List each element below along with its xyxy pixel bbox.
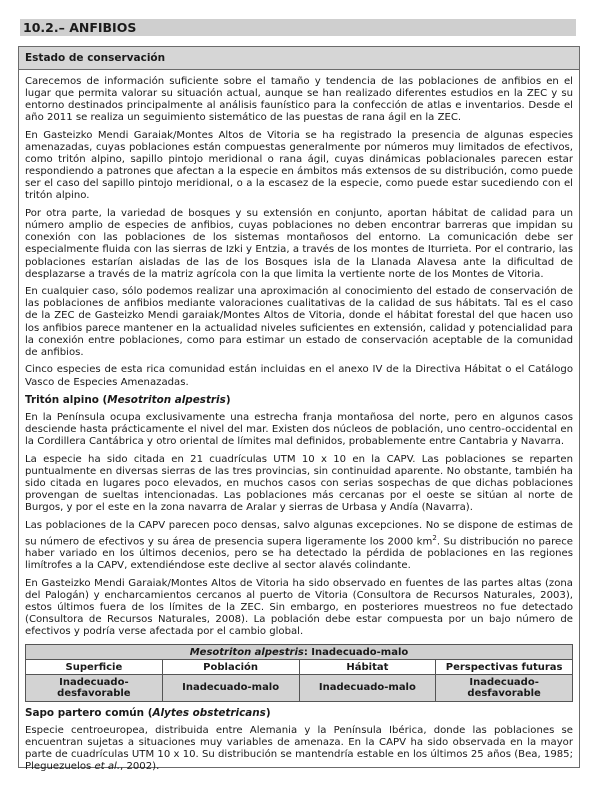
table-cell: Inadecuado-malo: [162, 675, 299, 702]
table-cell: Inadecuado-malo: [299, 675, 436, 702]
box-header: Estado de conservación: [19, 47, 579, 70]
paragraph: En Gasteizko Mendi Garaiak/Montes Altos de Vitoria se ha registrado la presencia de algunas especies amenazadas, cuyas poblaciones están compuestas generalmente por números muy limitados de efectivos, como tritón alpino, sapillo pintojo meridional o rana ágil, cuyas dinámicas poblacionales parecen estar respondiendo a patrones que afectan a la especie en ámbitos más extensos de su distribución, como puede ser el caso del sapillo pintojo meridional, o a la escasez de la especie, como puede estar sucediendo con el tritón alpino.: [25, 129, 573, 202]
table-header: Perspectivas futuras: [436, 660, 573, 675]
species-heading-sapo: Sapo partero común (Alytes obstetricans): [25, 707, 271, 720]
paragraph: Las poblaciones de la CAPV parecen poco densas, salvo algunas excepciones. No se dispone de estimas de su número de efectivos y su área de presencia supera ligeramente los 2000 $km^2$. Su distribución no parece haber variado en los últimos decenios, pero se ha detectado la pérdida de poblaciones en las regiones limítrofes a la CAPV, extendiéndose este declive al sector alavés colindante.: [25, 519, 573, 572]
box-content: [19, 70, 579, 773]
paragraph: Especie centroeuropea, distribuida entre Alemania y la Península Ibérica, donde las poblaciones se encuentran sujetas a situaciones muy variables de amenaza. En la CAPV ha sido observada en la mayor parte de cuadrículas UTM 10 x 10. Su distribución se mantendría estable en los últimos 25 años (Bea, 1985; Pleguezuelos et al., 2002).: [25, 724, 573, 772]
table-header: Superficie: [26, 660, 163, 675]
paragraph: Por otra parte, la variedad de bosques y su extensión en conjunto, aportan hábitat de calidad para un número amplio de especies de anfibios, cuyas poblaciones no deben encontrar barreras que impidan su conexión con las poblaciones de los sistemas montañosos del entorno. La comunicación debe ser especialmente fluida con las sierras de Izki y Entzia, a través de los montes de Iturrieta. Por el contrario, las poblaciones estarían aisladas de las de los Bosques isla de la Llanada Alavesa ante la dificultad de desplazarse a través de la matriz agrícola con la que limita la vertiente norte de los Montes de Vitoria.: [25, 208, 573, 280]
paragraph: Cinco especies de esta rica comunidad están incluidas en el anexo IV de la Directiva Hábitat o el Catálogo Vasco de Especies Amenazadas.: [25, 364, 573, 388]
conservation-status-table: [25, 644, 573, 702]
table-cell: Inadecuado-desfavorable: [26, 675, 163, 702]
paragraph: Carecemos de información suficiente sobre el tamaño y tendencia de las poblaciones de anfibios en el lugar que permita valorar su situación actual, aunque se han realizado diferentes estudios en la ZEC y su entorno destinados principalmente al análisis faunístico para la confección de atlas e inventarios. Desde el año 2011 se realiza un seguimiento sistemático de las puestas de rana ágil en la ZEC.: [25, 76, 573, 124]
paragraph: En la Península ocupa exclusivamente una estrecha franja montañosa del norte, pero en algunos casos desciende hasta prácticamente el nivel del mar. Existen dos núcleos de población, uno centro-occidental en la Cordillera Cantábrica y otro oriental de límites mal definidos, probablemente entre Cantabria y Navarra.: [25, 411, 573, 447]
section-title: 10.2.– ANFIBIOS: [20, 19, 576, 36]
conservation-box: [18, 46, 580, 772]
table-caption: Mesotriton alpestris: Inadecuado-malo: [26, 645, 573, 660]
paragraph: En cualquier caso, sólo podemos realizar una aproximación al conocimiento del estado de conservación de las poblaciones de anfibios mediante valoraciones cualitativas de la calidad de sus hábitats. Tal es el caso de la ZEC de Gasteizko Mendi garaiak/Montes Altos de Vitoria, donde el hábitat forestal del que hacen uso los anfibios parece mantener en la actualidad niveles suficientes en extensión, calidad y potencialidad para la conexión entre poblaciones, como para estimar un estado de conservación aceptable de la comunidad de anfibios.: [25, 286, 573, 358]
paragraph: La especie ha sido citada en 21 cuadrículas UTM 10 x 10 en la CAPV. Las poblaciones se reparten puntualmente en diversas sierras de las tres provincias, sin continuidad aparente. No obstante, también ha sido citada en lugares poco elevados, en muchos casos con serias sospechas de que dichas poblaciones provengan de sueltas intencionadas. Las poblaciones más cercanas por el oeste se sitúan al norte de Burgos, y por el este en la zona navarra de Aralar y sierras de Urbasa y Andía (Navarra).: [25, 453, 573, 513]
table-header: Población: [162, 660, 299, 675]
table-cell: Inadecuado-desfavorable: [436, 675, 573, 702]
table-header: Hábitat: [299, 660, 436, 675]
paragraph: En Gasteizko Mendi Garaiak/Montes Altos de Vitoria ha sido observado en fuentes de las partes altas (zona del Palogán) y encharcamientos cercanos al puerto de Vitoria (Consultora de Recursos Naturales, 2003), estos últimos fuera de los límites de la ZEC. Sin embargo, en posteriores muestreos no fue detectado (Consultora de Recursos Naturales, 2008). La población debe estar compuesta por un bajo número de efectivos y podría verse afectada por el cambio global.: [25, 577, 573, 638]
species-heading-triton: Tritón alpino (Mesotriton alpestris): [25, 394, 231, 407]
